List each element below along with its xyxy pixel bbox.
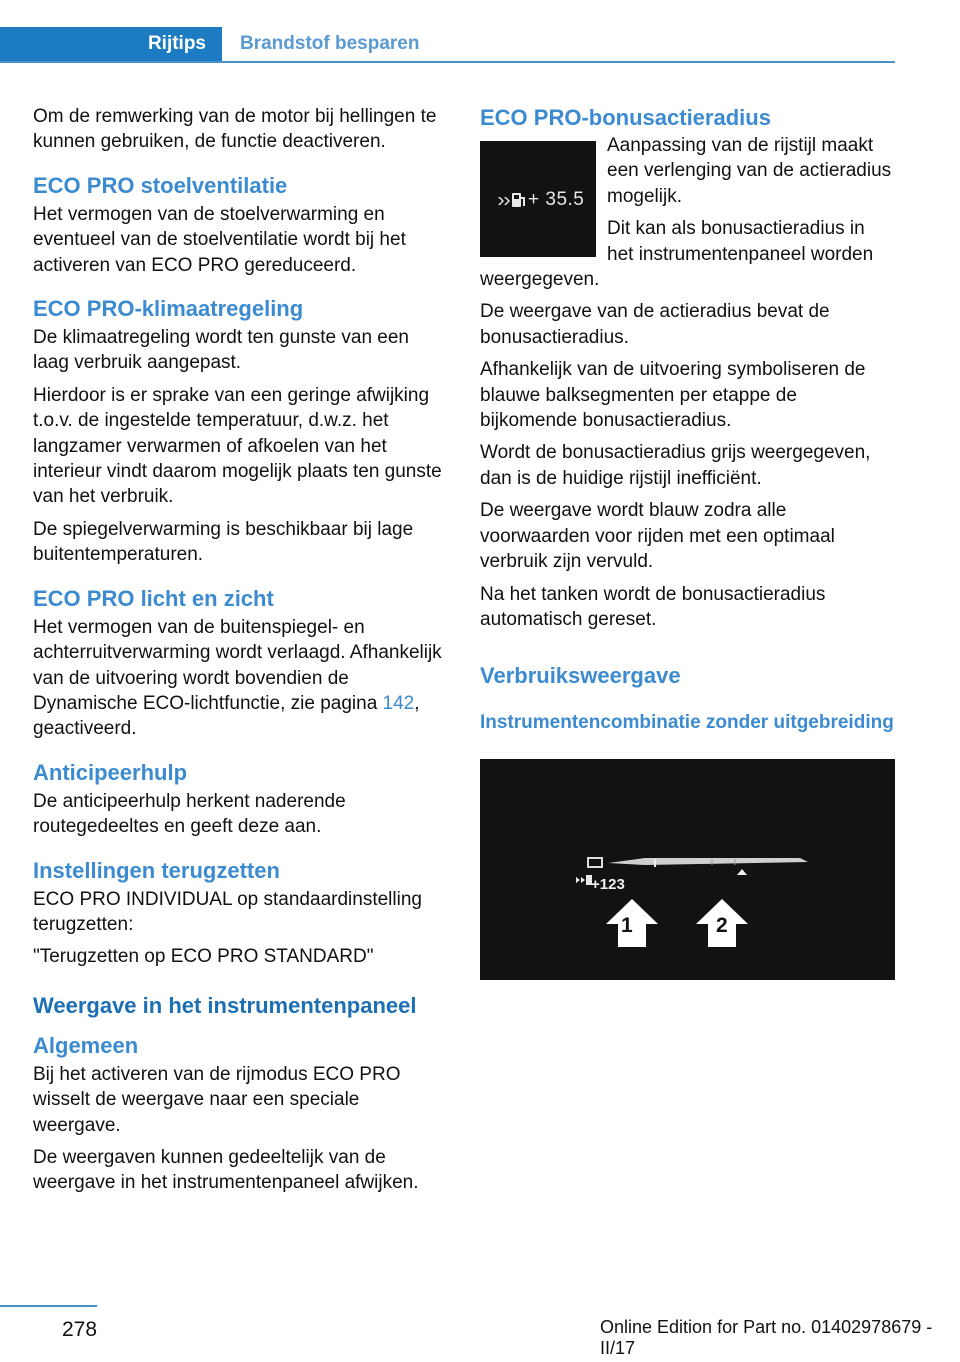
header-bar — [0, 27, 895, 63]
paragraph-bonus-2: Dit kan als bonusactieradius in het instrumentenpaneel worden weergegeven. — [480, 218, 874, 291]
paragraph-klimaat-1: De klimaatregeling wordt ten gunste van een laag verbruik aangepast. — [33, 327, 410, 374]
heading-bonusactieradius: ECO PRO-bonusactieradius — [480, 105, 771, 130]
paragraph-algemeen-1: Bij het activeren van de rijmodus ECO PRO wisselt de weergave naar een speciale weergave. — [33, 1063, 401, 1136]
bonus-range-display-image — [480, 141, 596, 257]
paragraph-algemeen-2: De weergaven kunnen gedeeltelijk van de weergave in het instrumentenpaneel afwijken. — [33, 1146, 419, 1194]
heading-verbruiksweergave: Verbruiksweergave — [480, 663, 681, 689]
heading-algemeen: Algemeen — [33, 1032, 139, 1058]
instrument-cluster-figure — [480, 759, 895, 980]
heading-licht-zicht: ECO PRO licht en zicht — [33, 585, 274, 611]
heading-instrumentencombinatie: Instrumentencombinatie zonder uitgebreiding — [480, 712, 894, 734]
arrow-1-label: 1 — [621, 914, 633, 938]
heading-anticipeerhulp: Anticipeerhulp — [33, 759, 188, 785]
paragraph-reset-2: "Terugzetten op ECO PRO STANDARD" — [33, 946, 374, 968]
heading-stoelventilatie: ECO PRO stoelventilatie — [33, 172, 288, 198]
paragraph-bonus-7: Na het tanken wordt de bonusactieradius automatisch gereset. — [480, 583, 826, 630]
arrow-2-label: 2 — [716, 914, 728, 938]
consumption-value: +123 — [591, 876, 625, 894]
edition-text: Online Edition for Part no. 01402978679 - II/17 — [600, 1317, 933, 1358]
paragraph-bonus-3: De weergave van de actieradius bevat de bonusactieradius. — [480, 301, 830, 348]
intro-paragraph: Om de remwerking van de motor bij hellingen te kunnen gebruiken, de functie deactiveren. — [33, 106, 437, 153]
page-link-142[interactable]: 142 — [382, 692, 415, 714]
paragraph-stoelventilatie: Het vermogen van de stoelverwarming en eventueel van de stoelventilatie wordt bij het activeren van ECO PRO gereduceerd. — [33, 203, 406, 276]
right-column — [480, 104, 895, 980]
paragraph-bonus-5: Wordt de bonusactieradius grijs weergegeven, dan is de huidige rijstijl inefficiënt. — [480, 442, 871, 489]
consumption-bar-graphic — [480, 759, 895, 980]
licht-text-a: Het vermogen van de buitenspiegel- en achterruitverwarming wordt verlaagd. Afhankelijk van de uitvoering wordt bovendien de Dynamische ECO-lichtfunctie, zie pagina — [33, 616, 442, 714]
heading-weergave-instrumentenpaneel: Weergave in het instrumentenpaneel — [33, 992, 417, 1018]
paragraph-klimaat-2: Hierdoor is er sprake van een geringe afwijking t.o.v. de ingestelde temperatuur, d.w.z. het langzamer verwarmen of afkoelen van het interieur vindt daarom mogelijk plaats ten gunste van het verbruik. — [33, 384, 442, 508]
left-column — [33, 104, 448, 1203]
paragraph-reset-1: ECO PRO INDIVIDUAL op standaardinstelling terugzetten: — [33, 888, 422, 935]
paragraph-anticipeerhulp: De anticipeerhulp herkent naderende routegedeeltes en geeft deze aan. — [33, 790, 346, 838]
heading-klimaatregeling: ECO PRO-klimaatregeling — [33, 296, 304, 322]
tab-rijtips[interactable]: Rijtips — [0, 27, 222, 61]
paragraph-klimaat-3: De spiegelverwarming is beschikbaar bij lage buitentemperaturen. — [33, 518, 414, 566]
heading-instellingen-terugzetten: Instellingen terugzetten — [33, 857, 280, 883]
footer-rule — [0, 1305, 97, 1307]
paragraph-bonus-6: De weergave wordt blauw zodra alle voorwaarden voor rijden met een optimaal verbruik zijn vervuld. — [480, 500, 835, 573]
licht-text-b: , geactiveerd. — [33, 692, 420, 740]
paragraph-licht — [33, 615, 448, 742]
paragraph-bonus-1: Aanpassing van de rijstijl maakt een verlenging van de actieradius mogelijk. — [607, 135, 892, 207]
page-number: 278 — [62, 1318, 98, 1341]
tab-brandstof-besparen[interactable]: Brandstof besparen — [240, 33, 420, 54]
paragraph-bonus-4: Afhankelijk van de uitvoering symboliseren de blauwe balksegmenten per etappe de bijkomende bonusactieradius. — [480, 359, 866, 432]
bonus-range-value: + 35.5 — [528, 189, 585, 210]
